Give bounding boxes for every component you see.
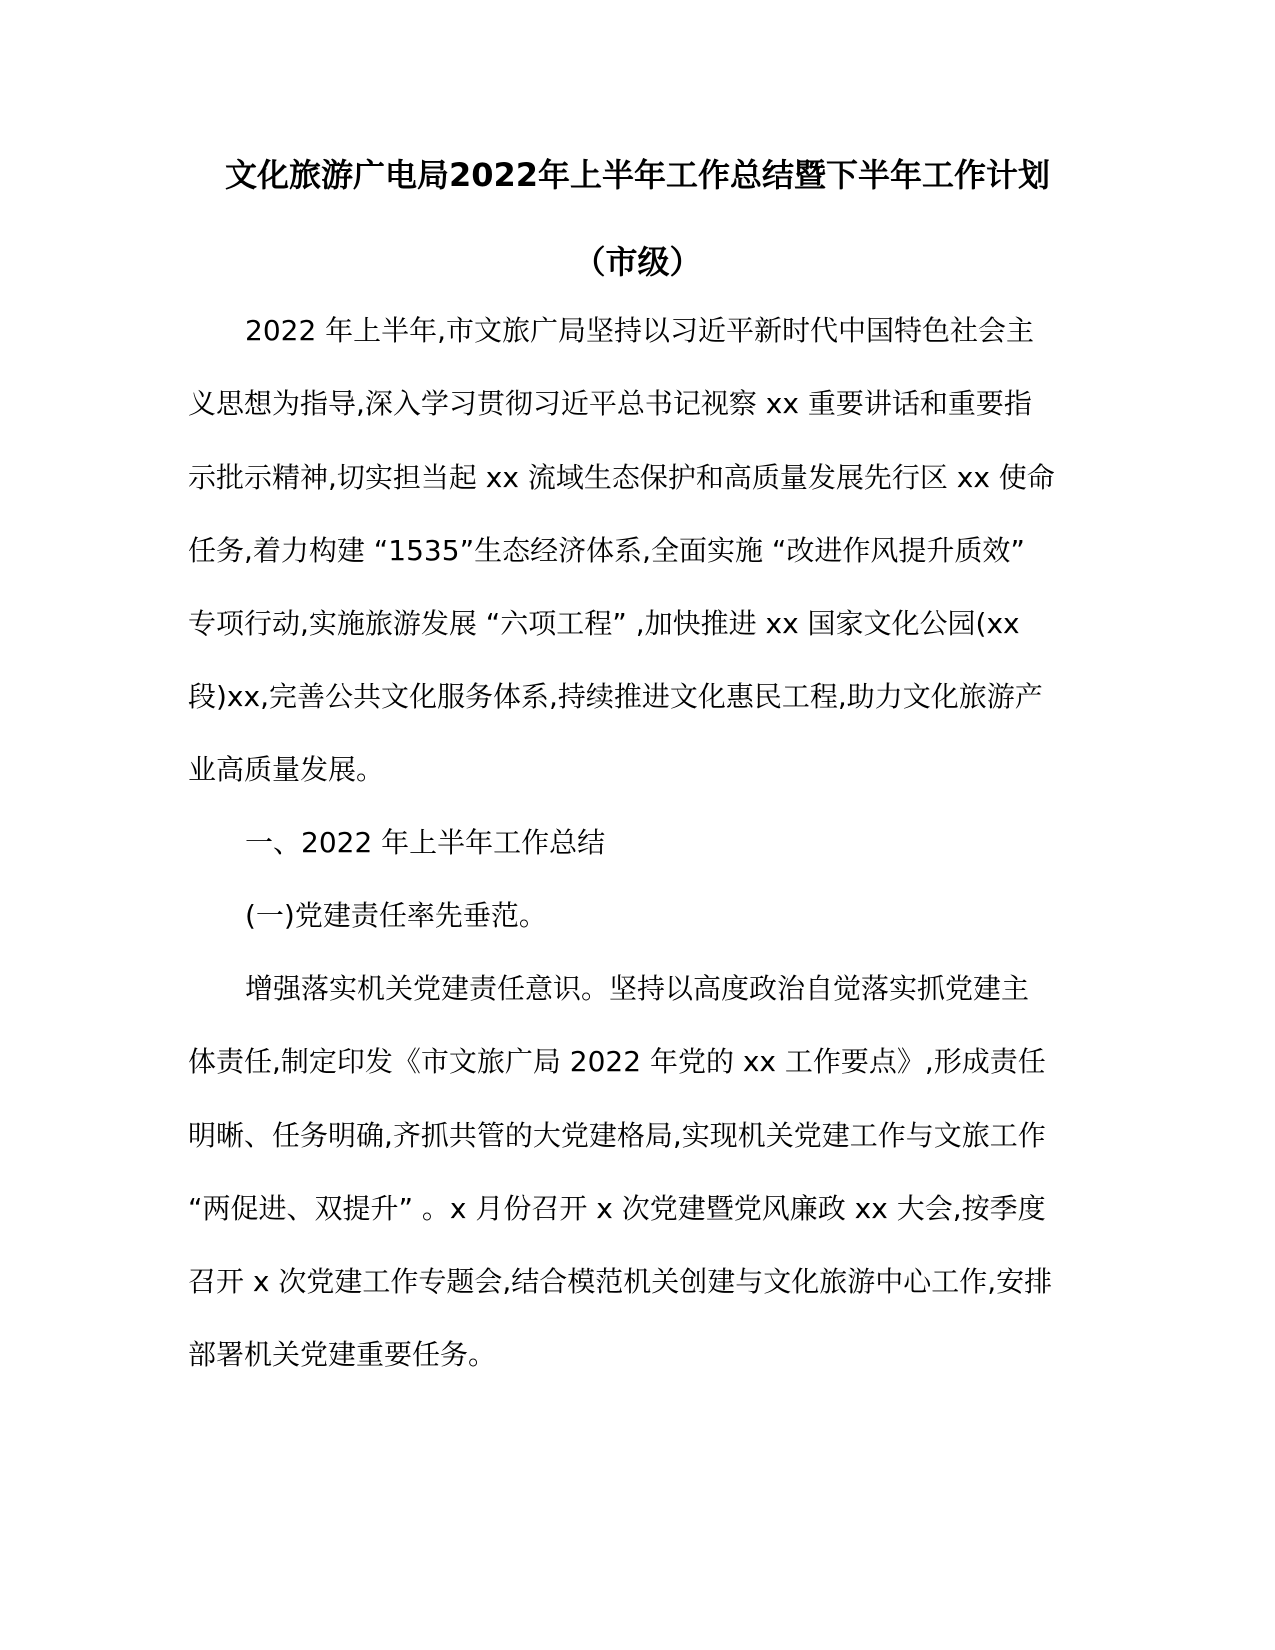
paragraph-1-line-3: 示批示精神,切实担当起 xx 流域生态保护和高质量发展先行区 xx 使命 xyxy=(188,461,1055,494)
paragraph-2-line-1: 增强落实机关党建责任意识。坚持以高度政治自觉落实抓党建主 xyxy=(245,972,1030,1005)
subsection-heading-1: (一)党建责任率先垂范。 xyxy=(245,899,547,932)
paragraph-2-line-2: 体责任,制定印发《市文旅广局 2022 年党的 xx 工作要点》,形成责任 xyxy=(188,1045,1046,1078)
document-title-line-1: 文化旅游广电局2022年上半年工作总结暨下半年工作计划 xyxy=(224,156,1051,194)
section-heading-1: 一、2022 年上半年工作总结 xyxy=(245,826,606,859)
paragraph-2-line-3: 明晰、任务明确,齐抓共管的大党建格局,实现机关党建工作与文旅工作 xyxy=(188,1119,1046,1152)
paragraph-1-line-2: 义思想为指导,深入学习贯彻习近平总书记视察 xx 重要讲话和重要指 xyxy=(188,387,1032,420)
paragraph-1-line-5: 专项行动,实施旅游发展 “六项工程” ,加快推进 xx 国家文化公园(xx xyxy=(188,607,1020,640)
document-title-line-2: （市级） xyxy=(573,243,702,281)
paragraph-2-line-4: “两促进、双提升” 。x 月份召开 x 次党建暨党风廉政 xx 大会,按季度 xyxy=(188,1192,1046,1225)
paragraph-1-line-1: 2022 年上半年,市文旅广局坚持以习近平新时代中国特色社会主 xyxy=(245,314,1035,347)
paragraph-1-line-4: 任务,着力构建 “1535”生态经济体系,全面实施 “改进作风提升质效” xyxy=(188,534,1025,567)
paragraph-2-line-5: 召开 x 次党建工作专题会,结合模范机关创建与文化旅游中心工作,安排 xyxy=(188,1265,1053,1298)
paragraph-1-line-7: 业高质量发展。 xyxy=(188,753,385,786)
paragraph-2-line-6: 部署机关党建重要任务。 xyxy=(188,1338,497,1371)
paragraph-1-line-6: 段)xx,完善公共文化服务体系,持续推进文化惠民工程,助力文化旅游产 xyxy=(188,680,1043,713)
